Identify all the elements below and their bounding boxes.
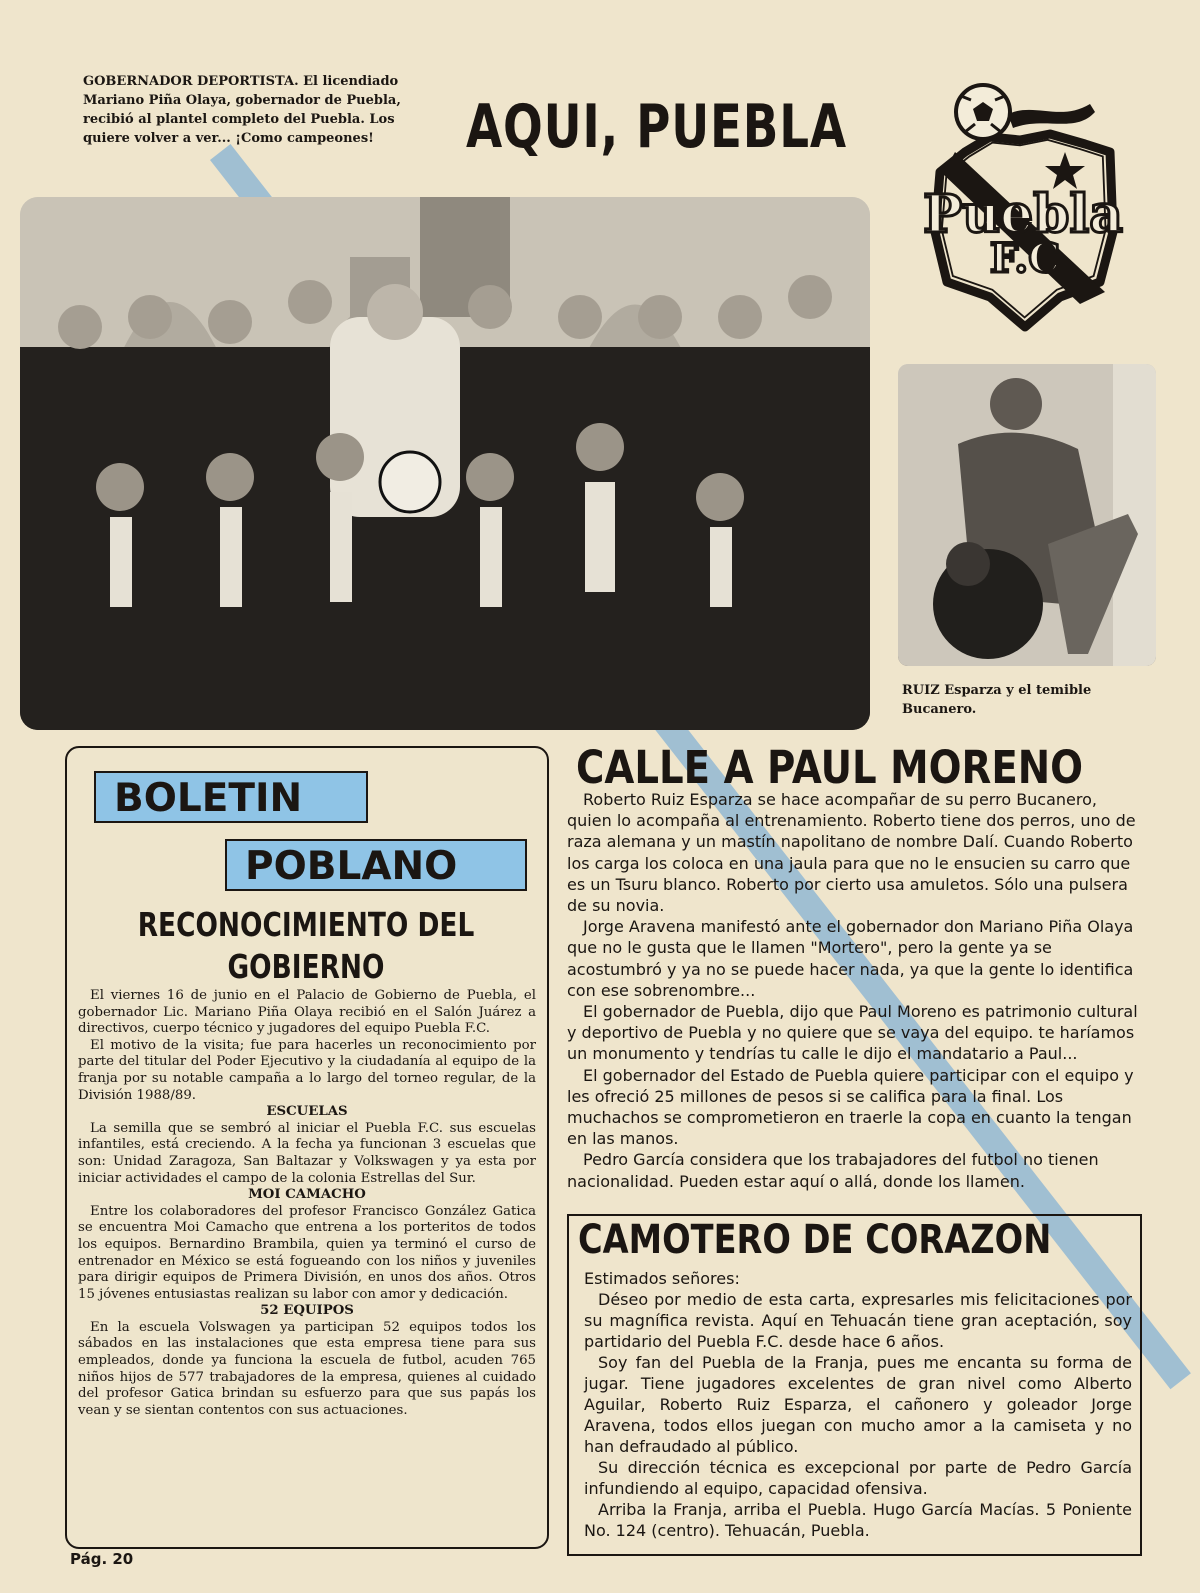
camotero-letter [584, 1268, 1132, 1541]
calle-paragraph: El gobernador del Estado de Puebla quiere participar con el equipo y les ofreció 25 millones de pesos si se califica para la final. Los muchachos se comprometieron en traerle la copa en cuanto la tengan en las manos. [567, 1065, 1134, 1149]
calle-paragraph: Pedro García considera que los trabajadores del futbol no tienen nacionalidad. Pueden estar aquí o allá, donde los llamen. [567, 1150, 1099, 1191]
letter-paragraph: Arriba la Franja, arriba el Puebla. Hugo García Macías. 5 Poniente No. 124 (centro). Tehuacán, Puebla. [584, 1500, 1132, 1540]
team-group-photo [20, 197, 870, 730]
calle-paragraph: Jorge Aravena manifestó ante el gobernador don Mariano Piña Olaya que no le gusta que le llamen "Mortero", pero la gente ya se acostumbró y ya no se puede hacer nada, ya que la gente lo identifica con ese sobrenombre... [567, 917, 1134, 1000]
crest-icon [895, 82, 1155, 362]
boletin-paragraph: En la escuela Volswagen ya participan 52 equipos todos los sábados en las instalaciones que esta empresa tiene para sus empleados, donde ya funciona la escuela de futbol, acuden 765 niños hijos de 577 trabajadores de la empresa, quienes al cuidado del profesor Gatica brindan su esfuerzo para que sus papás los vean y se sientan contentos con sus actuaciones. [78, 1319, 536, 1418]
logo-text-puebla: Puebla [923, 184, 1123, 245]
calle-body [567, 789, 1145, 1192]
calle-paragraph: El gobernador de Puebla, dijo que Paul Moreno es patrimonio cultural y deportivo de Puebla y no quiere que se vaya del equipo. te haríamos un monumento y tendrías tu calle le dijo el mandatario a Paul... [567, 1002, 1138, 1064]
section-heading-escuelas: ESCUELAS [266, 1104, 348, 1120]
poblano-tag: POBLANO [225, 839, 527, 891]
logo-text-fc: F.C [989, 235, 1061, 282]
calle-paragraph: Roberto Ruiz Esparza se hace acompañar de su perro Bucanero, quien lo acompaña al entrenamiento. Roberto tiene dos perros, uno de raza alemana y un mastín napolitano de nombre Dalí. Cuando Roberto los carga los coloca en una jaula para que no le ensucien su carro que es un Tsuru blanco. Roberto por cierto usa amuletos. Sólo una pulsera de su novia. [567, 790, 1136, 916]
boletin-title: RECONOCIMIENTO DEL GOBIERNO [137, 905, 475, 986]
page-headline: AQUI, PUEBLA [466, 92, 847, 162]
page-number: Pág. 20 [70, 1550, 134, 1568]
letter-paragraph: Déseo por medio de esta carta, expresarles mis felicitaciones por su magnífica revista. Aquí en Tehuacán tiene gran aceptación, soy partidario del Puebla F.C. desde hace 6 años. [584, 1290, 1132, 1351]
boletin-paragraph: Entre los colaboradores del profesor Francisco González Gatica se encuentra Moi Camacho que entrena a los porteritos de todos los equipos. Bernardino Brambila, quien ya terminó el curso de entrenador en México se está fogueando con los niños y juveniles para dirigir equipos de Primera División, en unos dos años. Otros 15 jóvenes entusiastas realizan su labor con amor y dedicación. [78, 1203, 536, 1302]
puebla-fc-logo [895, 82, 1155, 362]
top-photo-caption: GOBERNADOR DEPORTISTA. El licendiado Mariano Piña Olaya, gobernador de Puebla, recibió al plantel completo del Puebla. Los quiere volver a ver... ¡Como campeones! [83, 74, 401, 146]
side-photo-caption: RUIZ Esparza y el temible Bucanero. [902, 683, 1092, 717]
boletin-paragraph: La semilla que se sembró al iniciar el Puebla F.C. sus escuelas infantiles, está creciendo. A la fecha ya funcionan 3 escuelas que son: Unidad Zaragoza, San Baltazar y Volkswagen y ya esta por iniciar actividades el campo de la colonia Estrellas del Sur. [78, 1120, 536, 1186]
boletin-body [78, 988, 536, 1419]
boletin-paragraph: El viernes 16 de junio en el Palacio de Gobierno de Puebla, el gobernador Lic. Mariano Piña Olaya recibió en el Salón Juárez a directivos, cuerpo técnico y jugadores del equipo Puebla F.C. [78, 988, 536, 1037]
ruiz-esparza-photo [898, 364, 1156, 666]
letter-salutation: Estimados señores: [584, 1269, 740, 1288]
letter-paragraph: Su dirección técnica es excepcional por parte de Pedro García infundiendo al equipo, capacidad ofensiva. [584, 1458, 1132, 1498]
team-photo-image [20, 197, 870, 730]
boletin-tag: BOLETIN [94, 771, 368, 823]
section-heading-52-equipos: 52 EQUIPOS [260, 1303, 354, 1319]
camotero-headline: CAMOTERO DE CORAZON [578, 1217, 1052, 1263]
calle-headline: CALLE A PAUL MORENO [576, 741, 1084, 794]
section-heading-moi-camacho: MOI CAMACHO [248, 1187, 366, 1203]
player-with-dog-image [898, 364, 1156, 666]
letter-paragraph: Soy fan del Puebla de la Franja, pues me encanta su forma de jugar. Tiene jugadores excelentes de gran nivel como Alberto Aguilar, Roberto Ruiz Esparza, el cañonero y goleador Jorge Aravena, todos ellos juegan con mucho amor a la camiseta y no han defraudado al público. [584, 1353, 1132, 1456]
boletin-paragraph: El motivo de la visita; fue para hacerles un reconocimiento por parte del titular del Poder Ejecutivo y la ciudadanía al equipo de la franja por su notable campaña a lo largo del torneo regular, de la División 1988/89. [78, 1037, 536, 1103]
